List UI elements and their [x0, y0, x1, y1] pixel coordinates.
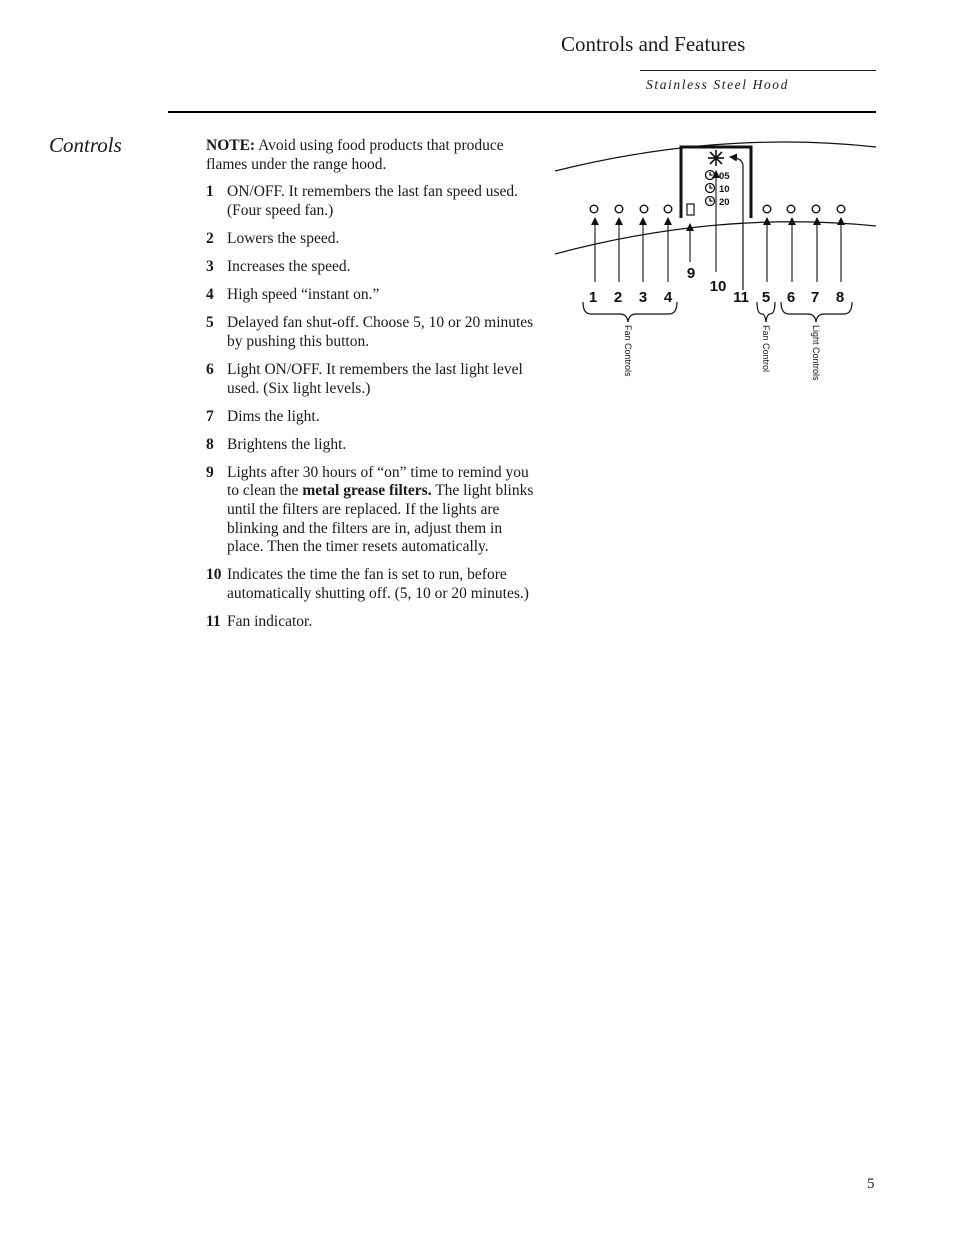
item-text-end: The light blinks until the filters are replaced. If the lights are blinking and the filters are in, adjust them in place. Then the timer resets automatically. [227, 482, 534, 556]
list-item [206, 258, 538, 277]
callout-number: 4 [663, 289, 673, 306]
page-subtitle: Stainless Steel Hood [646, 77, 789, 92]
page-number: 5 [867, 1176, 875, 1192]
fan-increase-button [640, 205, 648, 213]
callout-number: 3 [638, 289, 648, 306]
clock-icon [706, 171, 715, 180]
item-number: 10 [206, 566, 222, 584]
section-heading: Controls [49, 133, 122, 157]
item-number: 11 [206, 613, 221, 631]
light-controls-label: Light Controls [811, 325, 821, 381]
controls-list [206, 183, 538, 631]
callout-number: 5 [761, 289, 771, 306]
item-text: High speed “instant on.” [227, 286, 380, 304]
fan-lower-button [615, 205, 623, 213]
item-number: 7 [206, 407, 214, 425]
item-number: 2 [206, 230, 214, 248]
item-text: ON/OFF. It remembers the last fan speed used. (Four speed fan.) [227, 183, 519, 220]
list-item [206, 436, 538, 455]
clock-icon [706, 184, 715, 193]
item-text: Lowers the speed. [227, 230, 340, 248]
fan-delay-button [763, 205, 771, 213]
item-number: 8 [206, 435, 214, 453]
callout-number: 6 [786, 289, 796, 306]
filter-indicator-icon [687, 204, 694, 215]
timer-label: 10 [719, 184, 730, 195]
item-text: Indicates the time the fan is set to run, before automatically shutting off. (5, 10 or 20 minutes.) [227, 566, 529, 603]
item-text: Light ON/OFF. It remembers the last light level used. (Six light levels.) [227, 360, 523, 397]
clock-icon [706, 197, 715, 206]
item-number: 5 [206, 314, 214, 332]
callout-number: 9 [686, 265, 696, 282]
callout-number: 1 [588, 289, 598, 306]
callout-number: 10 [709, 278, 727, 295]
item-text: Delayed fan shut-off. Choose 5, 10 or 20 minutes by pushing this button. [227, 314, 534, 350]
list-item [206, 566, 538, 603]
timer-label: 05 [719, 171, 730, 182]
callout-number: 7 [810, 289, 820, 306]
fan-controls-label: Fan Controls [623, 325, 633, 377]
list-item [206, 230, 538, 249]
item-text: Increases the speed. [227, 258, 351, 276]
note [206, 137, 538, 174]
header-rule [168, 111, 876, 113]
item-number: 1 [206, 183, 214, 201]
callout-number: 11 [733, 289, 749, 306]
list-item [206, 314, 538, 351]
item-number: 9 [206, 463, 214, 481]
page-title: Controls and Features [561, 32, 746, 56]
callout-number: 2 [613, 289, 623, 306]
callout-number: 8 [835, 289, 845, 306]
note-label: NOTE: [206, 137, 256, 154]
light-dim-button [812, 205, 820, 213]
list-item [206, 183, 538, 220]
list-item [206, 613, 538, 632]
fan-on-off-button [590, 205, 598, 213]
item-text-bold: metal grease filters. [302, 482, 432, 500]
light-on-off-button [787, 205, 795, 213]
item-text: Fan indicator. [227, 613, 313, 631]
item-number: 6 [206, 360, 214, 378]
item-text-start: Lights after 30 hours of “on” time to remind you to clean the [227, 463, 529, 500]
item-text: Brightens the light. [227, 435, 347, 453]
item-text: Dims the light. [227, 407, 320, 425]
fan-high-button [664, 205, 672, 213]
controls-description [206, 137, 538, 641]
list-item [206, 286, 538, 305]
item-number: 3 [206, 258, 214, 276]
item-number: 4 [206, 286, 214, 304]
light-brighten-button [837, 205, 845, 213]
note-text: Avoid using food products that produce flames under the range hood. [206, 137, 504, 173]
item-text [227, 464, 538, 558]
fan-indicator-icon [708, 150, 724, 166]
list-item [206, 361, 538, 398]
control-panel-diagram [550, 140, 880, 390]
fan-control-label: Fan Control [761, 325, 771, 373]
timer-label: 20 [719, 197, 730, 208]
list-item [206, 464, 538, 558]
title-rule [640, 70, 876, 71]
list-item [206, 408, 538, 427]
